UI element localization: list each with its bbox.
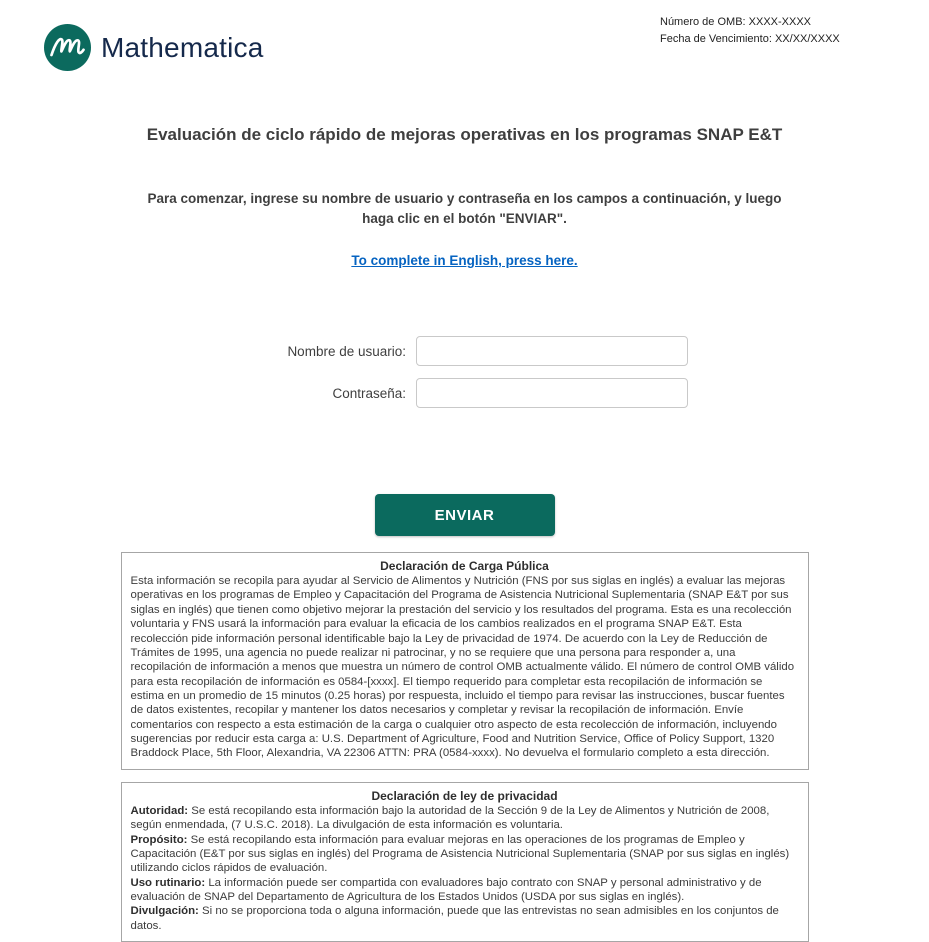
privacy-item-disclosure-text: Si no se proporciona toda o alguna información, puede que las entrevistas no sean admisibles en los conjuntos de datos. — [130, 905, 779, 932]
privacy-item-authority — [131, 804, 799, 833]
privacy-item-routine-use — [131, 876, 799, 905]
public-burden-box — [121, 552, 809, 770]
page-title: Evaluación de ciclo rápido de mejoras operativas en los programas SNAP E&T — [146, 125, 783, 144]
submit-button[interactable]: ENVIAR — [375, 494, 555, 536]
password-input[interactable] — [416, 378, 688, 408]
privacy-item-routine-use-text: La información puede ser compartida con evaluadores bajo contrato con SNAP y personal administrativo y de evaluación de SNAP del Departamento de Agricultura de los Estados Unidos (USDA por sus siglas en inglés). — [130, 876, 762, 903]
privacy-item-authority-text: Se está recopilando esta información bajo la autoridad de la Sección 9 de la Ley de Alimentos y Nutrición de 2008, según enmendada, (7 U.S.C. 2018). La divulgación de esta información es voluntaria. — [130, 804, 770, 832]
english-link-row — [0, 252, 929, 270]
privacy-item-disclosure — [131, 904, 799, 933]
privacy-act-title: Declaración de ley de privacidad — [371, 788, 558, 803]
public-burden-body: Esta información se recopila para ayudar al Servicio de Alimentos y Nutrición (FNS por sus siglas en inglés) a evaluar las mejoras operativas en los programas de Empleo y Capacitación del Programa de Asistencia Nutricional Suplementaria (SNAP E&T por sus siglas en inglés) que tienen como objetivo mejorar la prestación del servicio y los resultados del programa. Esta es una recolección voluntaria y FNS usará la información para evaluar la eficacia de los cambios realizados en el programa SNAP E&T. Esta recolección pide información personal identificable bajo la Ley de privacidad de 1974. De acuerdo con la Ley de Reducción de Trámites de 1995, una agencia no puede realizar ni patrocinar, y no se requiere que una persona para responder a, una recopilación de información a menos que muestra un número de control OMB actualmente válido. El número de control OMB válido para esta recopilación de información es 0584-[xxxx]. El tiempo requerido para completar esta recopilación de información se estima en un promedio de 15 minutos (0.25 horas) por respuesta, incluido el tiempo para revisar las instrucciones, buscar fuentes de datos existentes, recopilar y mantener los datos necesarios y completar y revisar la recopilación de información. Envíe comentarios con respecto a esta estimación de la carga o cualquier otro aspecto de esta recolección de información, incluyendo sugerencias por reducir esta carga a: U.S. Department of Agriculture, Food and Nutrition Service, Office of Policy Support, 1320 Braddock Place, 5th Floor, Alexandria, VA 22306 ATTN: PRA (0584-xxxx). No devuelva el formulario completo a esta dirección. — [130, 575, 795, 760]
username-input[interactable] — [416, 336, 688, 366]
public-burden-title: Declaración de Carga Pública — [380, 559, 549, 574]
privacy-item-routine-use-label: Uso rutinario: — [130, 876, 206, 889]
privacy-item-purpose-text: Se está recopilando esta información para evaluar mejoras en las operaciones de los programas de Empleo y Capacitación (E&T por sus siglas en inglés) del Programa de Asistencia Nutricional Suplementaria (SNAP por sus siglas en inglés) utilizando ciclos rápidos de evaluación. — [130, 833, 790, 875]
privacy-item-disclosure-label: Divulgación: — [130, 905, 199, 918]
omb-expiration-date: Fecha de Vencimiento: XX/XX/XXXX — [660, 33, 840, 46]
brand-wordmark: Mathematica — [101, 31, 264, 63]
omb-number: Número de OMB: XXXX-XXXX — [660, 16, 811, 28]
omb-info — [660, 14, 840, 48]
mathematica-logo-icon — [44, 24, 91, 71]
login-instructions: Para comenzar, ingrese su nombre de usuario y contraseña en los campos a continuación, y luego haga clic en el botón "ENVIAR". — [147, 191, 782, 226]
privacy-item-authority-label: Autoridad: — [130, 804, 189, 817]
submit-row — [0, 494, 929, 536]
login-form — [0, 336, 929, 408]
english-version-link[interactable]: To complete in English, press here. — [351, 253, 578, 269]
privacy-act-box — [121, 782, 809, 942]
password-label: Contraseña: — [332, 385, 406, 401]
password-row — [0, 378, 929, 408]
username-row — [0, 336, 929, 366]
username-label: Nombre de usuario: — [287, 343, 406, 359]
privacy-item-purpose-label: Propósito: — [130, 833, 188, 846]
privacy-item-purpose — [131, 833, 799, 876]
